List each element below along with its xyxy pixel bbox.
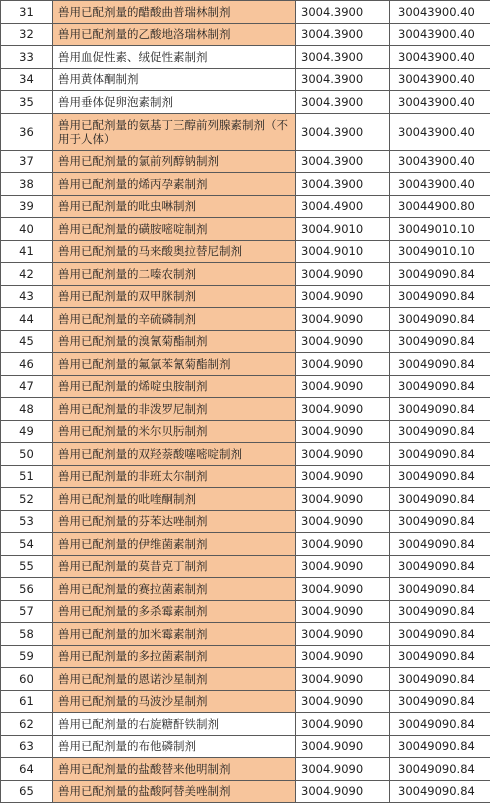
tariff-code-cell: 30043900.40 [390,150,490,173]
row-number-cell: 59 [1,645,53,668]
row-number-cell: 41 [1,240,53,263]
table-row [1,668,490,691]
product-name-cell: 兽用已配剂量的多拉菌素制剂 [53,645,296,668]
table-row [1,465,490,488]
hs-code-cell: 3004.9090 [296,780,390,803]
hs-code-cell: 3004.9090 [296,285,390,308]
hs-code-cell: 3004.3900 [296,1,390,24]
tariff-code-cell: 30049090.84 [390,465,490,488]
product-name-cell: 兽用已配剂量的氟氯苯氰菊酯制剂 [53,353,296,376]
product-name-cell: 兽用已配剂量的乙酸地洛瑞林制剂 [53,23,296,46]
hs-code-cell: 3004.9090 [296,353,390,376]
tariff-code-cell: 30043900.40 [390,113,490,150]
hs-code-cell: 3004.9090 [296,735,390,758]
table-row [1,713,490,736]
tariff-code-cell: 30049090.84 [390,420,490,443]
table-row [1,578,490,601]
row-number-cell: 39 [1,195,53,218]
table-row [1,330,490,353]
product-name-cell: 兽用已配剂量的氯前列醇钠制剂 [53,150,296,173]
table-row [1,218,490,241]
product-name-cell: 兽用已配剂量的盐酸替来他明制剂 [53,758,296,781]
row-number-cell: 43 [1,285,53,308]
table-row [1,195,490,218]
row-number-cell: 31 [1,1,53,24]
row-number-cell: 56 [1,578,53,601]
tariff-code-cell: 30049090.84 [390,780,490,803]
product-name-cell: 兽用已配剂量的马来酸奥拉替尼制剂 [53,240,296,263]
table-row [1,263,490,286]
hs-code-cell: 3004.9090 [296,713,390,736]
table-row [1,23,490,46]
row-number-cell: 60 [1,668,53,691]
product-name-cell: 兽用已配剂量的赛拉菌素制剂 [53,578,296,601]
tariff-code-cell: 30049090.84 [390,308,490,331]
hs-code-cell: 3004.4900 [296,195,390,218]
tariff-code-cell: 30049090.84 [390,690,490,713]
row-number-cell: 50 [1,443,53,466]
table-row [1,113,490,150]
product-name-cell: 兽用已配剂量的多杀霉素制剂 [53,600,296,623]
table-row [1,285,490,308]
tariff-code-cell: 30049090.84 [390,443,490,466]
product-name-cell: 兽用已配剂量的吡喹酮制剂 [53,488,296,511]
hs-code-cell: 3004.9090 [296,465,390,488]
row-number-cell: 34 [1,68,53,91]
hs-code-cell: 3004.9090 [296,668,390,691]
tariff-code-cell: 30043900.40 [390,1,490,24]
table-row [1,555,490,578]
hs-code-cell: 3004.3900 [296,68,390,91]
row-number-cell: 37 [1,150,53,173]
tariff-code-cell: 30043900.40 [390,173,490,196]
hs-code-cell: 3004.9010 [296,218,390,241]
product-name-cell: 兽用已配剂量的辛硫磷制剂 [53,308,296,331]
hs-code-cell: 3004.3900 [296,173,390,196]
row-number-cell: 51 [1,465,53,488]
row-number-cell: 62 [1,713,53,736]
table-row [1,780,490,803]
product-name-cell: 兽用已配剂量的布他磷制剂 [53,735,296,758]
table-row [1,758,490,781]
row-number-cell: 36 [1,113,53,150]
product-name-cell: 兽用已配剂量的米尔贝肟制剂 [53,420,296,443]
table-row [1,173,490,196]
product-name-cell: 兽用黄体酮制剂 [53,68,296,91]
product-name-cell: 兽用已配剂量的莫昔克丁制剂 [53,555,296,578]
product-name-cell: 兽用垂体促卵泡素制剂 [53,91,296,114]
hs-code-cell: 3004.9090 [296,758,390,781]
hs-code-cell: 3004.9090 [296,623,390,646]
table-row [1,1,490,24]
row-number-cell: 61 [1,690,53,713]
tariff-code-cell: 30049010.10 [390,218,490,241]
product-name-cell: 兽用已配剂量的加米霉素制剂 [53,623,296,646]
table-row [1,91,490,114]
hs-code-cell: 3004.9090 [296,330,390,353]
row-number-cell: 45 [1,330,53,353]
hs-code-cell: 3004.9090 [296,690,390,713]
hs-code-cell: 3004.3900 [296,23,390,46]
hs-code-cell: 3004.3900 [296,91,390,114]
table-row [1,533,490,556]
hs-code-cell: 3004.9090 [296,555,390,578]
product-name-cell: 兽用已配剂量的芬苯达唑制剂 [53,510,296,533]
hs-code-cell: 3004.9090 [296,398,390,421]
tariff-code-cell: 30049090.84 [390,578,490,601]
tariff-code-cell: 30049090.84 [390,735,490,758]
product-name-cell: 兽用已配剂量的醋酸曲普瑞林制剂 [53,1,296,24]
tariff-code-cell: 30049090.84 [390,758,490,781]
product-name-cell: 兽用已配剂量的双羟萘酸噻嘧啶制剂 [53,443,296,466]
table-row [1,690,490,713]
tariff-code-cell: 30049090.84 [390,645,490,668]
row-number-cell: 47 [1,375,53,398]
tariff-code-cell: 30049090.84 [390,510,490,533]
row-number-cell: 44 [1,308,53,331]
tariff-code-cell: 30049090.84 [390,285,490,308]
tariff-code-cell: 30049090.84 [390,330,490,353]
product-name-cell: 兽用已配剂量的溴氰菊酯制剂 [53,330,296,353]
tariff-code-cell: 30049090.84 [390,488,490,511]
hs-code-cell: 3004.9090 [296,488,390,511]
table-row [1,443,490,466]
table-row [1,46,490,69]
tariff-code-cell: 30043900.40 [390,46,490,69]
table-row [1,510,490,533]
row-number-cell: 57 [1,600,53,623]
row-number-cell: 52 [1,488,53,511]
hs-code-cell: 3004.9090 [296,420,390,443]
row-number-cell: 32 [1,23,53,46]
product-name-cell: 兽用血促性素、绒促性素制剂 [53,46,296,69]
tariff-code-cell: 30049090.84 [390,353,490,376]
hs-code-cell: 3004.3900 [296,150,390,173]
product-name-cell: 兽用已配剂量的恩诺沙星制剂 [53,668,296,691]
row-number-cell: 58 [1,623,53,646]
tariff-code-cell: 30043900.40 [390,23,490,46]
product-name-cell: 兽用已配剂量的盐酸阿替美唑制剂 [53,780,296,803]
hs-code-cell: 3004.9090 [296,645,390,668]
tariff-code-cell: 30049090.84 [390,623,490,646]
product-name-cell: 兽用已配剂量的双甲脒制剂 [53,285,296,308]
table-row [1,150,490,173]
row-number-cell: 38 [1,173,53,196]
product-name-cell: 兽用已配剂量的磺胺嘧啶制剂 [53,218,296,241]
product-name-cell: 兽用已配剂量的非班太尔制剂 [53,465,296,488]
row-number-cell: 49 [1,420,53,443]
tariff-code-cell: 30044900.80 [390,195,490,218]
tariff-code-cell: 30049090.84 [390,600,490,623]
hs-code-cell: 3004.9090 [296,510,390,533]
tariff-code-cell: 30043900.40 [390,68,490,91]
tariff-code-cell: 30049090.84 [390,713,490,736]
hs-code-cell: 3004.9090 [296,578,390,601]
hs-code-cell: 3004.3900 [296,46,390,69]
table-row [1,420,490,443]
table-row [1,600,490,623]
product-name-cell: 兽用已配剂量的烯丙孕素制剂 [53,173,296,196]
row-number-cell: 65 [1,780,53,803]
table-row [1,68,490,91]
table-row [1,308,490,331]
tariff-code-cell: 30049090.84 [390,555,490,578]
row-number-cell: 55 [1,555,53,578]
hs-code-cell: 3004.9090 [296,308,390,331]
table-row [1,398,490,421]
product-name-cell: 兽用已配剂量的二嗪农制剂 [53,263,296,286]
hs-code-cell: 3004.9090 [296,375,390,398]
hs-code-cell: 3004.9090 [296,263,390,286]
tariff-code-cell: 30049090.84 [390,375,490,398]
tariff-code-cell: 30049090.84 [390,668,490,691]
product-name-cell: 兽用已配剂量的马波沙星制剂 [53,690,296,713]
hs-code-cell: 3004.3900 [296,113,390,150]
table-row [1,735,490,758]
product-name-cell: 兽用已配剂量的氨基丁三醇前列腺素制剂（不用于人体） [53,113,296,150]
row-number-cell: 48 [1,398,53,421]
table-row [1,375,490,398]
product-name-cell: 兽用已配剂量的伊维菌素制剂 [53,533,296,556]
table-row [1,623,490,646]
row-number-cell: 35 [1,91,53,114]
hs-code-cell: 3004.9090 [296,443,390,466]
table-body [1,1,490,803]
table-row [1,353,490,376]
row-number-cell: 63 [1,735,53,758]
tariff-code-cell: 30043900.40 [390,91,490,114]
tariff-code-cell: 30049090.84 [390,398,490,421]
row-number-cell: 64 [1,758,53,781]
product-name-cell: 兽用已配剂量的烯啶虫胺制剂 [53,375,296,398]
row-number-cell: 33 [1,46,53,69]
table-row [1,645,490,668]
table-row [1,488,490,511]
product-name-cell: 兽用已配剂量的右旋糖酐铁制剂 [53,713,296,736]
product-name-cell: 兽用已配剂量的吡虫啉制剂 [53,195,296,218]
product-name-cell: 兽用已配剂量的非泼罗尼制剂 [53,398,296,421]
tariff-code-cell: 30049010.10 [390,240,490,263]
row-number-cell: 46 [1,353,53,376]
hs-code-cell: 3004.9090 [296,600,390,623]
row-number-cell: 40 [1,218,53,241]
hs-code-cell: 3004.9090 [296,533,390,556]
table-row [1,240,490,263]
row-number-cell: 42 [1,263,53,286]
row-number-cell: 53 [1,510,53,533]
row-number-cell: 54 [1,533,53,556]
tariff-code-cell: 30049090.84 [390,263,490,286]
tariff-code-cell: 30049090.84 [390,533,490,556]
hs-code-cell: 3004.9010 [296,240,390,263]
